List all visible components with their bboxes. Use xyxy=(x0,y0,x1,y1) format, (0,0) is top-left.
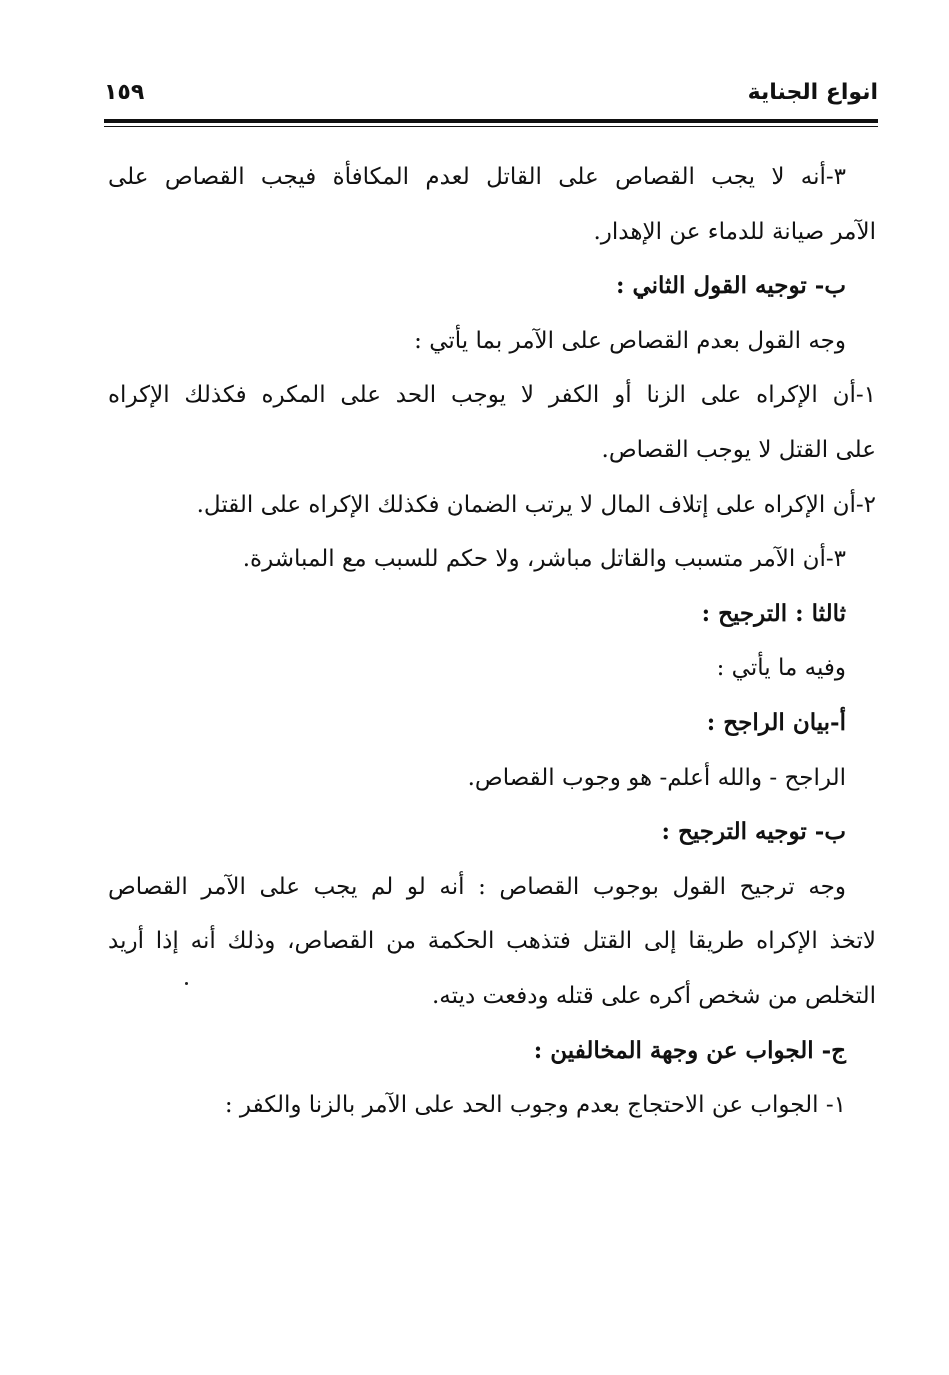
section-heading: ب- توجيه القول الثاني : xyxy=(615,272,846,300)
paragraph-line: على القتل لا يوجب القصاص. xyxy=(601,436,876,463)
paragraph-line: وجه ترجيح القول بوجوب القصاص : أنه لو لم يجب على الآمر القصاص xyxy=(108,873,846,900)
paragraph-line: لاتخذ الإكراه طريقا إلى القتل فتذهب الحكمة من القصاص، وذلك أنه إذا أريد xyxy=(108,928,876,955)
header-rule-thick xyxy=(104,119,878,123)
section-heading: أ-بيان الراجح : xyxy=(706,708,846,736)
paragraph-line: ٣-أن الآمر متسبب والقاتل مباشر، ولا حكم للسبب مع المباشرة. xyxy=(242,546,846,573)
paragraph-line: وفيه ما يأتي : xyxy=(716,655,846,682)
body-text xyxy=(108,150,876,1133)
paragraph-line: الراجح - والله أعلم- هو وجوب القصاص. xyxy=(467,764,846,791)
running-header xyxy=(104,80,878,118)
page-number: ١٥٩ xyxy=(104,80,145,105)
paragraph-line: التخلص من شخص أكره على قتله ودفعت ديته. xyxy=(432,982,876,1009)
chapter-title: انواع الجناية xyxy=(747,80,878,105)
section-heading: ب- توجيه الترجيح : xyxy=(661,818,846,846)
paragraph-line: ٣-أنه لا يجب القصاص على القاتل لعدم المكافأة فيجب القصاص على xyxy=(108,164,846,190)
paragraph-line: ١-أن الإكراه على الزنا أو الكفر لا يوجب الحد على المكره فكذلك الإكراه xyxy=(108,382,876,409)
scan-speck xyxy=(185,982,188,985)
paragraph-line: ١- الجواب عن الاحتجاج بعدم وجوب الحد على الآمر بالزنا والكفر : xyxy=(224,1092,846,1119)
paragraph-line: وجه القول بعدم القصاص على الآمر بما يأتي : xyxy=(414,327,846,354)
paragraph-line: الآمر صيانة للدماء عن الإهدار. xyxy=(593,218,876,245)
header-rule-thin xyxy=(104,126,878,127)
section-heading: ثالثا : الترجيح : xyxy=(701,599,846,627)
paragraph-line: ٢-أن الإكراه على إتلاف المال لا يرتب الضمان فكذلك الإكراه على القتل. xyxy=(196,491,876,518)
section-heading: ج- الجواب عن وجهة المخالفين : xyxy=(533,1036,846,1064)
